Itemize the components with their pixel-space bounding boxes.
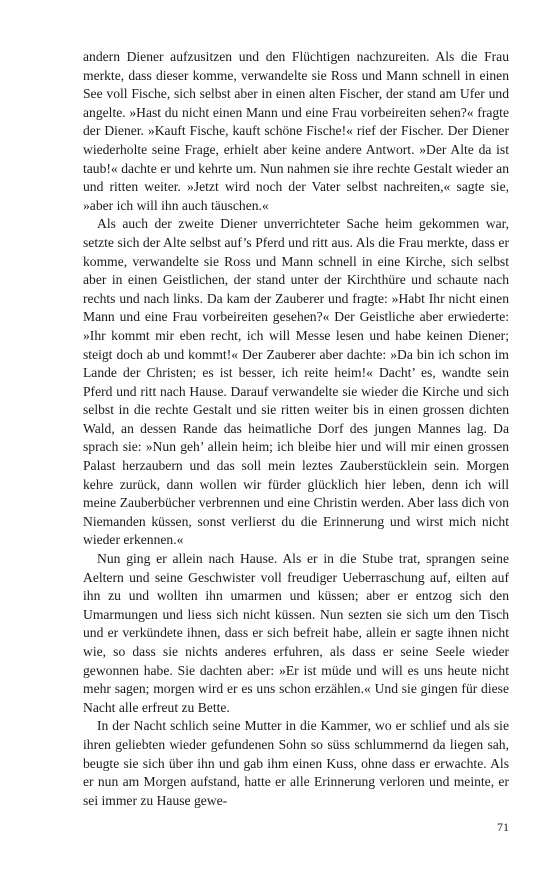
page-number: 71 [497,820,509,834]
paragraph-1: andern Diener aufzusitzen und den Flüchtigen nachzureiten. Als die Frau merkte, dass dieser komme, verwandelte sie Ross und Mann schnell in einen See voll Fische, sich selbst aber in einen alten Fischer, der stand am Ufer und angelte. »Hast du nicht einen Mann und eine Frau vorbeireiten sehen?« fragte der Diener. »Kauft Fische, kauft schöne Fische!« rief der Fischer. Der Diener wiederholte seine Frage, erhielt aber keine andere Antwort. »Der Alte da ist taub!« dachte er und kehrte um. Nun nahmen sie ihre rechte Gestalt wieder an und ritten weiter. »Jetzt wird noch der Vater selbst nachreiten,« sagte sie, »aber ich will ihn auch täuschen.« [83,49,509,213]
paragraph-2: Als auch der zweite Diener unverrichteter Sache heim gekommen war, setzte sich der Alte selbst auf’s Pferd und ritt aus. Als die Frau merkte, dass er komme, verwandelte sie Ross und Mann schnell in eine Kirche, sich selbst aber in einen Geistlichen, der stand unter der Kirchthüre und schaute nach rechts und nach links. Da kam der Zauberer und fragte: »Habt Ihr nicht einen Mann und eine Frau vorbeireiten gesehen?« Der Geistliche aber erwiederte: »Ihr kommt mir eben recht, ich will Messe lesen und habe keinen Diener; steigt doch ab und kommt!« Der Zauberer aber dachte: »Da bin ich schon im Lande der Christen; es ist besser, ich reite heim!« Dacht’ es, wandte sein Pferd und ritt nach Hause. Darauf verwandelte sie wieder die Kirche und sich selbst in die rechte Gestalt und sie ritten weiter bis in einen grossen dichten Wald, an dessen Rande das heimatliche Dorf des jungen Mannes lag. Da sprach sie: »Nun geh’ allein heim; ich bleibe hier und will mir einen grossen Palast herzaubern und das soll mein leztes Zauberstücklein sein. Morgen kehre zurück, dann wollen wir fürder glücklich hier leben, denn ich will meine Zauberbücher verbrennen und eine Christin werden. Aber lass dich von Niemanden küssen, sonst verlierst du die Erinnerung und wirst mich nicht wieder erkennen.« [83,216,509,548]
paragraph-3: Nun ging er allein nach Hause. Als er in die Stube trat, sprangen seine Aeltern und seine Geschwister voll freudiger Ueberraschung auf, eilten auf ihn zu und wollten ihn umarmen und küssen; aber er entzog sich den Umarmungen und liess sich nicht küssen. Nun sezten sie sich um den Tisch und er verkündete ihnen, dass er sich befreit habe, allein er sagte ihnen nicht wie, so dass sie nichts anderes erfuhren, als dass er seine Seele wieder gewonnen habe. Sie dachten aber: »Er ist müde und will es uns heute nicht mehr sagen; morgen wird er es uns schon erzählen.« Und sie gingen für diese Nacht alle erfreut zu Bette. [83,551,509,715]
page-body [83,48,509,810]
paragraph-4: In der Nacht schlich seine Mutter in die Kammer, wo er schlief und als sie ihren geliebten wieder gefundenen Sohn so süss schlummernd da liegen sah, beugte sie sich über ihn und gab ihm einen Kuss, ohne dass er erwachte. Als er nun am Morgen aufstand, hatte er alle Erinnerung verloren und meinte, er sei immer zu Hause gewe- [83,718,509,808]
